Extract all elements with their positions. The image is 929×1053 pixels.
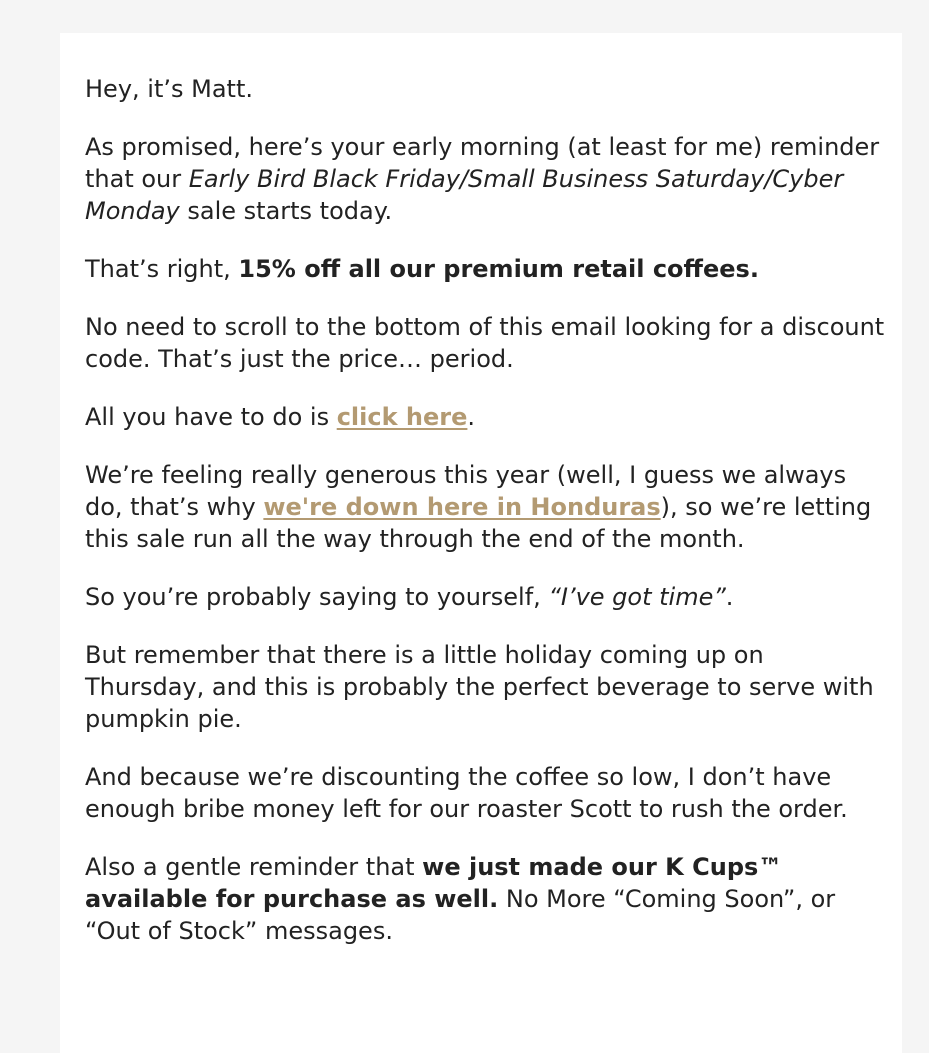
no-code-text: No need to scroll to the bottom of this email looking for a discount code. That’s just the price… period.	[85, 313, 885, 373]
kcups-text-1: Also a gentle reminder that	[85, 853, 423, 881]
greeting-text: Hey, it’s Matt.	[85, 75, 253, 103]
roaster-text: And because we’re discounting the coffee so low, I don’t have enough bribe money left for our roaster Scott to rush the order.	[85, 763, 848, 823]
sale-announcement-text-2: sale starts today.	[179, 197, 393, 225]
got-time-paragraph	[85, 581, 885, 613]
discount-bold: 15% off all our premium retail coffees.	[238, 255, 759, 283]
email-body	[85, 73, 885, 947]
click-here-text-2: .	[467, 403, 476, 431]
kcups-bold: we just made our K Cups™ available for purchase as well.	[85, 853, 783, 913]
generous-paragraph	[85, 459, 885, 555]
holiday-text: But remember that there is a little holiday coming up on Thursday, and this is probably the perfect beverage to serve with pumpkin pie.	[85, 641, 874, 733]
discount-paragraph	[85, 253, 885, 285]
no-code-paragraph	[85, 311, 885, 375]
sale-name-italic: Early Bird Black Friday/Small Business Saturday/Cyber Monday	[85, 165, 844, 225]
discount-text-1: That’s right,	[85, 255, 239, 283]
got-time-text-2: .	[725, 583, 734, 611]
greeting-paragraph	[85, 73, 885, 105]
sale-announcement-paragraph	[85, 131, 885, 227]
generous-text-2: ), so we’re letting this sale run all the way through the end of the month.	[85, 493, 872, 553]
roaster-paragraph	[85, 761, 885, 825]
click-here-text-1: All you have to do is	[85, 403, 337, 431]
click-here-link[interactable]: click here	[336, 403, 468, 431]
kcups-text-2: No More “Coming Soon”, or “Out of Stock” messages.	[85, 885, 836, 945]
got-time-text-1: So you’re probably saying to yourself,	[85, 583, 549, 611]
holiday-paragraph	[85, 639, 885, 735]
got-time-italic: “I’ve got time”	[548, 583, 726, 611]
honduras-link[interactable]: we're down here in Honduras	[263, 493, 661, 521]
kcups-paragraph	[85, 851, 885, 947]
generous-text-1: We’re feeling really generous this year (well, I guess we always do, that’s why	[85, 461, 847, 521]
sale-announcement-text-1: As promised, here’s your early morning (at least for me) reminder that our	[85, 133, 880, 193]
click-here-paragraph	[85, 401, 885, 433]
email-card	[60, 33, 902, 1053]
